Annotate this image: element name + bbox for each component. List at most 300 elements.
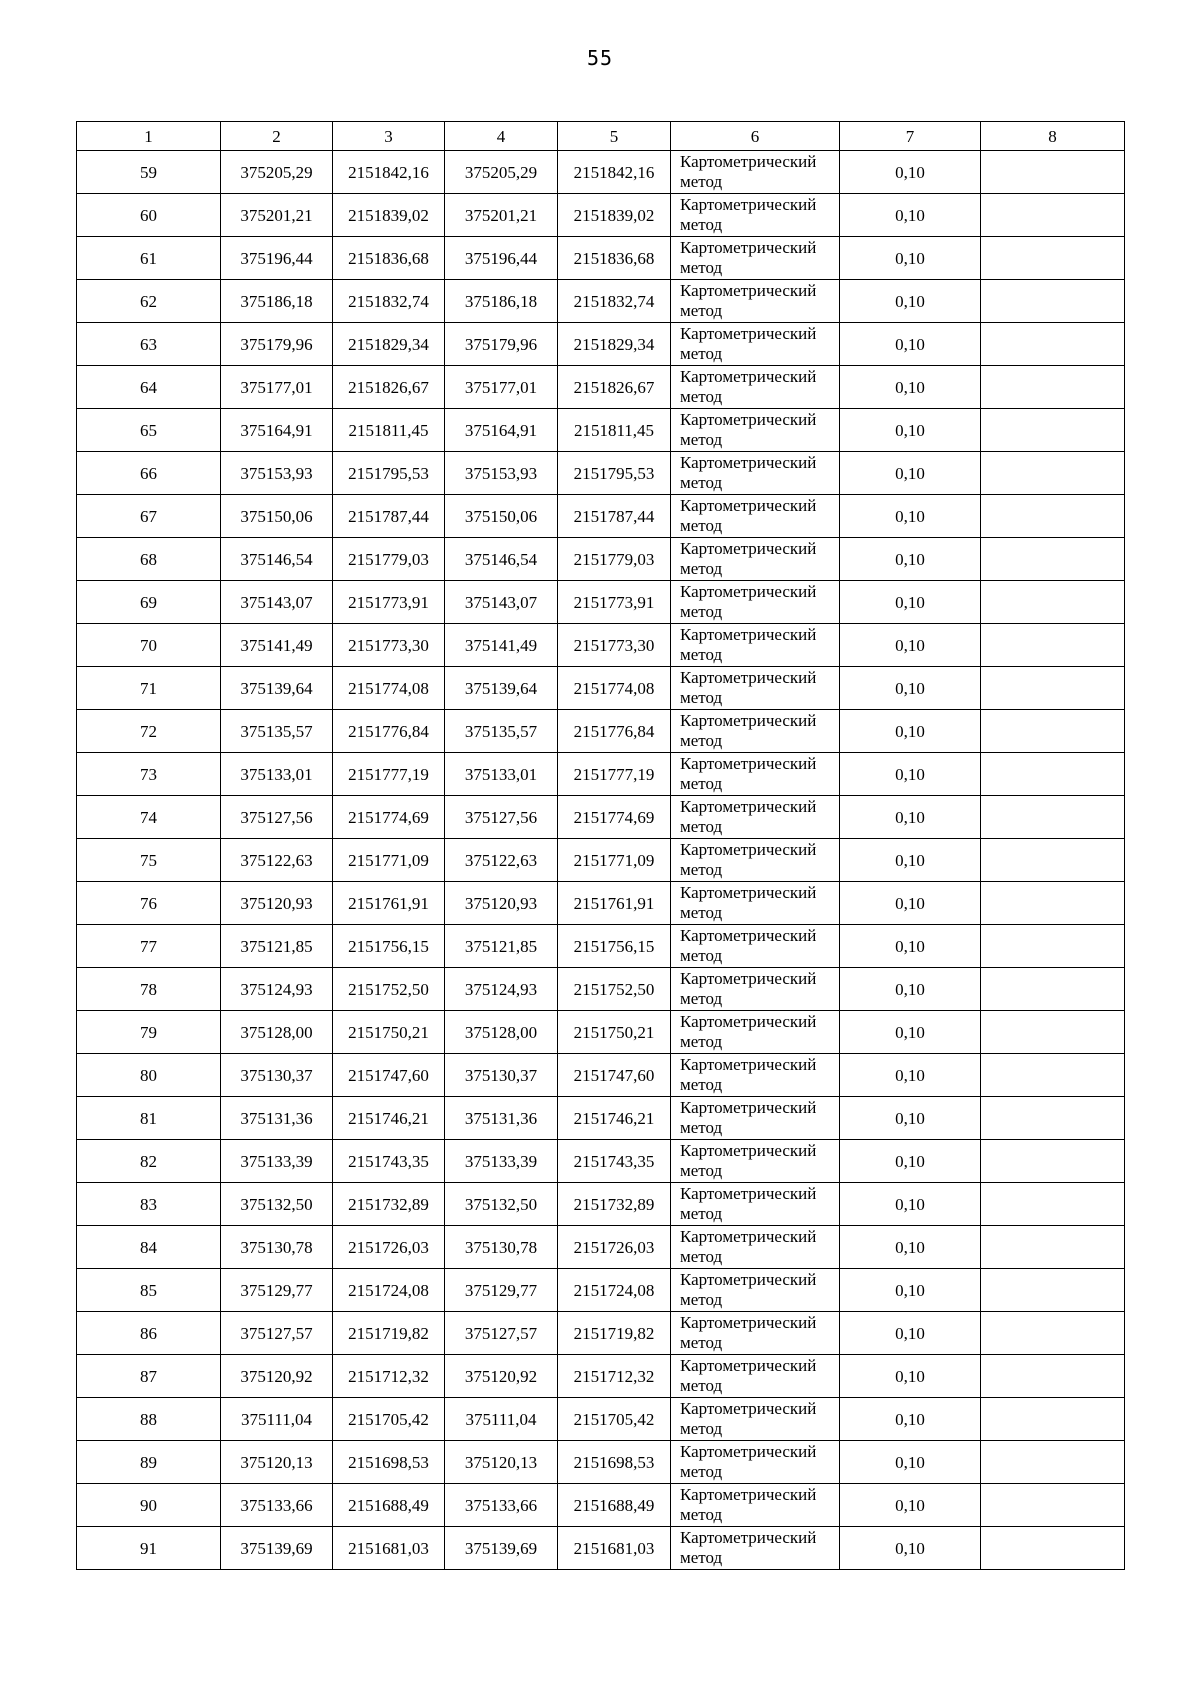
x-coord-cell: 375127,56 — [445, 796, 558, 839]
y-coord-cell: 2151776,84 — [558, 710, 671, 753]
note-cell — [981, 925, 1125, 968]
method-cell: Картометрический метод — [671, 1140, 840, 1183]
table-row — [77, 495, 1125, 538]
x-coord-cell: 375177,01 — [221, 366, 333, 409]
header-cell-7: 7 — [840, 122, 981, 151]
y-coord-cell: 2151773,30 — [558, 624, 671, 667]
table-row — [77, 194, 1125, 237]
table-row — [77, 1269, 1125, 1312]
accuracy-cell: 0,10 — [840, 194, 981, 237]
point-number-cell: 75 — [77, 839, 221, 882]
x-coord-cell: 375135,57 — [445, 710, 558, 753]
point-number-cell: 80 — [77, 1054, 221, 1097]
accuracy-cell: 0,10 — [840, 796, 981, 839]
y-coord-cell: 2151795,53 — [333, 452, 445, 495]
y-coord-cell: 2151773,30 — [333, 624, 445, 667]
point-number-cell: 70 — [77, 624, 221, 667]
x-coord-cell: 375129,77 — [445, 1269, 558, 1312]
note-cell — [981, 237, 1125, 280]
method-cell: Картометрический метод — [671, 710, 840, 753]
x-coord-cell: 375186,18 — [445, 280, 558, 323]
x-coord-cell: 375179,96 — [445, 323, 558, 366]
x-coord-cell: 375132,50 — [445, 1183, 558, 1226]
point-number-cell: 76 — [77, 882, 221, 925]
accuracy-cell: 0,10 — [840, 753, 981, 796]
table-row — [77, 1054, 1125, 1097]
x-coord-cell: 375201,21 — [221, 194, 333, 237]
point-number-cell: 61 — [77, 237, 221, 280]
y-coord-cell: 2151773,91 — [558, 581, 671, 624]
accuracy-cell: 0,10 — [840, 667, 981, 710]
y-coord-cell: 2151761,91 — [558, 882, 671, 925]
y-coord-cell: 2151698,53 — [333, 1441, 445, 1484]
note-cell — [981, 280, 1125, 323]
accuracy-cell: 0,10 — [840, 710, 981, 753]
x-coord-cell: 375130,78 — [445, 1226, 558, 1269]
point-number-cell: 84 — [77, 1226, 221, 1269]
point-number-cell: 63 — [77, 323, 221, 366]
y-coord-cell: 2151839,02 — [558, 194, 671, 237]
method-cell: Картометрический метод — [671, 1011, 840, 1054]
y-coord-cell: 2151688,49 — [558, 1484, 671, 1527]
note-cell — [981, 151, 1125, 194]
y-coord-cell: 2151787,44 — [333, 495, 445, 538]
method-cell: Картометрический метод — [671, 581, 840, 624]
x-coord-cell: 375139,64 — [221, 667, 333, 710]
accuracy-cell: 0,10 — [840, 366, 981, 409]
note-cell — [981, 538, 1125, 581]
point-number-cell: 77 — [77, 925, 221, 968]
y-coord-cell: 2151836,68 — [333, 237, 445, 280]
method-cell: Картометрический метод — [671, 1054, 840, 1097]
x-coord-cell: 375121,85 — [445, 925, 558, 968]
table-row — [77, 1140, 1125, 1183]
point-number-cell: 66 — [77, 452, 221, 495]
x-coord-cell: 375111,04 — [445, 1398, 558, 1441]
y-coord-cell: 2151774,69 — [558, 796, 671, 839]
x-coord-cell: 375120,13 — [221, 1441, 333, 1484]
x-coord-cell: 375146,54 — [221, 538, 333, 581]
table-row — [77, 452, 1125, 495]
accuracy-cell: 0,10 — [840, 1527, 981, 1570]
method-cell: Картометрический метод — [671, 1097, 840, 1140]
note-cell — [981, 1398, 1125, 1441]
method-cell: Картометрический метод — [671, 366, 840, 409]
table-row — [77, 1484, 1125, 1527]
y-coord-cell: 2151705,42 — [333, 1398, 445, 1441]
point-number-cell: 59 — [77, 151, 221, 194]
x-coord-cell: 375177,01 — [445, 366, 558, 409]
y-coord-cell: 2151719,82 — [558, 1312, 671, 1355]
x-coord-cell: 375143,07 — [221, 581, 333, 624]
header-cell-5: 5 — [558, 122, 671, 151]
x-coord-cell: 375120,92 — [445, 1355, 558, 1398]
x-coord-cell: 375127,56 — [221, 796, 333, 839]
y-coord-cell: 2151747,60 — [333, 1054, 445, 1097]
method-cell: Картометрический метод — [671, 968, 840, 1011]
table-row — [77, 409, 1125, 452]
y-coord-cell: 2151774,08 — [558, 667, 671, 710]
y-coord-cell: 2151681,03 — [558, 1527, 671, 1570]
table-row — [77, 925, 1125, 968]
x-coord-cell: 375127,57 — [445, 1312, 558, 1355]
point-number-cell: 85 — [77, 1269, 221, 1312]
method-cell: Картометрический метод — [671, 839, 840, 882]
accuracy-cell: 0,10 — [840, 237, 981, 280]
x-coord-cell: 375127,57 — [221, 1312, 333, 1355]
accuracy-cell: 0,10 — [840, 151, 981, 194]
y-coord-cell: 2151712,32 — [558, 1355, 671, 1398]
y-coord-cell: 2151681,03 — [333, 1527, 445, 1570]
header-cell-6: 6 — [671, 122, 840, 151]
table-row — [77, 624, 1125, 667]
point-number-cell: 72 — [77, 710, 221, 753]
note-cell — [981, 1312, 1125, 1355]
x-coord-cell: 375143,07 — [445, 581, 558, 624]
table-row — [77, 667, 1125, 710]
x-coord-cell: 375164,91 — [221, 409, 333, 452]
point-number-cell: 91 — [77, 1527, 221, 1570]
note-cell — [981, 968, 1125, 1011]
accuracy-cell: 0,10 — [840, 839, 981, 882]
table-row — [77, 237, 1125, 280]
y-coord-cell: 2151756,15 — [333, 925, 445, 968]
point-number-cell: 79 — [77, 1011, 221, 1054]
x-coord-cell: 375122,63 — [221, 839, 333, 882]
accuracy-cell: 0,10 — [840, 452, 981, 495]
note-cell — [981, 323, 1125, 366]
point-number-cell: 68 — [77, 538, 221, 581]
point-number-cell: 71 — [77, 667, 221, 710]
x-coord-cell: 375132,50 — [221, 1183, 333, 1226]
note-cell — [981, 667, 1125, 710]
note-cell — [981, 1011, 1125, 1054]
y-coord-cell: 2151746,21 — [558, 1097, 671, 1140]
y-coord-cell: 2151773,91 — [333, 581, 445, 624]
point-number-cell: 78 — [77, 968, 221, 1011]
x-coord-cell: 375186,18 — [221, 280, 333, 323]
y-coord-cell: 2151746,21 — [333, 1097, 445, 1140]
note-cell — [981, 796, 1125, 839]
y-coord-cell: 2151774,69 — [333, 796, 445, 839]
note-cell — [981, 710, 1125, 753]
accuracy-cell: 0,10 — [840, 409, 981, 452]
table-row — [77, 323, 1125, 366]
accuracy-cell: 0,10 — [840, 1140, 981, 1183]
table-row — [77, 753, 1125, 796]
table-row — [77, 151, 1125, 194]
table-row — [77, 1312, 1125, 1355]
point-number-cell: 74 — [77, 796, 221, 839]
y-coord-cell: 2151811,45 — [558, 409, 671, 452]
point-number-cell: 87 — [77, 1355, 221, 1398]
header-row — [77, 122, 1125, 151]
header-cell-3: 3 — [333, 122, 445, 151]
table-row — [77, 538, 1125, 581]
accuracy-cell: 0,10 — [840, 1183, 981, 1226]
method-cell: Картометрический метод — [671, 1398, 840, 1441]
point-number-cell: 88 — [77, 1398, 221, 1441]
accuracy-cell: 0,10 — [840, 882, 981, 925]
x-coord-cell: 375133,39 — [221, 1140, 333, 1183]
x-coord-cell: 375120,93 — [221, 882, 333, 925]
header-cell-4: 4 — [445, 122, 558, 151]
coordinates-table — [76, 121, 1125, 1570]
x-coord-cell: 375150,06 — [221, 495, 333, 538]
x-coord-cell: 375131,36 — [445, 1097, 558, 1140]
y-coord-cell: 2151761,91 — [333, 882, 445, 925]
accuracy-cell: 0,10 — [840, 925, 981, 968]
note-cell — [981, 1527, 1125, 1570]
method-cell: Картометрический метод — [671, 753, 840, 796]
x-coord-cell: 375153,93 — [221, 452, 333, 495]
method-cell: Картометрический метод — [671, 194, 840, 237]
y-coord-cell: 2151836,68 — [558, 237, 671, 280]
point-number-cell: 82 — [77, 1140, 221, 1183]
y-coord-cell: 2151779,03 — [333, 538, 445, 581]
y-coord-cell: 2151839,02 — [333, 194, 445, 237]
table-row — [77, 882, 1125, 925]
table-row — [77, 1011, 1125, 1054]
table-header — [77, 122, 1125, 151]
note-cell — [981, 452, 1125, 495]
y-coord-cell: 2151832,74 — [333, 280, 445, 323]
y-coord-cell: 2151705,42 — [558, 1398, 671, 1441]
accuracy-cell: 0,10 — [840, 1441, 981, 1484]
method-cell: Картометрический метод — [671, 409, 840, 452]
x-coord-cell: 375121,85 — [221, 925, 333, 968]
note-cell — [981, 409, 1125, 452]
y-coord-cell: 2151724,08 — [333, 1269, 445, 1312]
y-coord-cell: 2151732,89 — [333, 1183, 445, 1226]
x-coord-cell: 375133,39 — [445, 1140, 558, 1183]
x-coord-cell: 375133,01 — [221, 753, 333, 796]
y-coord-cell: 2151795,53 — [558, 452, 671, 495]
accuracy-cell: 0,10 — [840, 1011, 981, 1054]
method-cell: Картометрический метод — [671, 1527, 840, 1570]
note-cell — [981, 1140, 1125, 1183]
table-row — [77, 1183, 1125, 1226]
accuracy-cell: 0,10 — [840, 1269, 981, 1312]
point-number-cell: 60 — [77, 194, 221, 237]
accuracy-cell: 0,10 — [840, 624, 981, 667]
note-cell — [981, 839, 1125, 882]
method-cell: Картометрический метод — [671, 538, 840, 581]
method-cell: Картометрический метод — [671, 452, 840, 495]
y-coord-cell: 2151829,34 — [558, 323, 671, 366]
method-cell: Картометрический метод — [671, 1355, 840, 1398]
point-number-cell: 73 — [77, 753, 221, 796]
x-coord-cell: 375130,37 — [221, 1054, 333, 1097]
method-cell: Картометрический метод — [671, 667, 840, 710]
point-number-cell: 65 — [77, 409, 221, 452]
accuracy-cell: 0,10 — [840, 323, 981, 366]
table-row — [77, 710, 1125, 753]
note-cell — [981, 1355, 1125, 1398]
x-coord-cell: 375130,37 — [445, 1054, 558, 1097]
table-row — [77, 796, 1125, 839]
x-coord-cell: 375131,36 — [221, 1097, 333, 1140]
point-number-cell: 67 — [77, 495, 221, 538]
note-cell — [981, 1097, 1125, 1140]
x-coord-cell: 375164,91 — [445, 409, 558, 452]
method-cell: Картометрический метод — [671, 151, 840, 194]
method-cell: Картометрический метод — [671, 882, 840, 925]
y-coord-cell: 2151726,03 — [333, 1226, 445, 1269]
note-cell — [981, 882, 1125, 925]
header-cell-1: 1 — [77, 122, 221, 151]
note-cell — [981, 581, 1125, 624]
y-coord-cell: 2151688,49 — [333, 1484, 445, 1527]
x-coord-cell: 375196,44 — [221, 237, 333, 280]
accuracy-cell: 0,10 — [840, 1355, 981, 1398]
y-coord-cell: 2151756,15 — [558, 925, 671, 968]
x-coord-cell: 375111,04 — [221, 1398, 333, 1441]
accuracy-cell: 0,10 — [840, 1312, 981, 1355]
page-number: 55 — [586, 46, 614, 70]
x-coord-cell: 375120,93 — [445, 882, 558, 925]
method-cell: Картометрический метод — [671, 1183, 840, 1226]
note-cell — [981, 624, 1125, 667]
x-coord-cell: 375133,01 — [445, 753, 558, 796]
accuracy-cell: 0,10 — [840, 1097, 981, 1140]
x-coord-cell: 375201,21 — [445, 194, 558, 237]
x-coord-cell: 375150,06 — [445, 495, 558, 538]
x-coord-cell: 375133,66 — [221, 1484, 333, 1527]
table-row — [77, 280, 1125, 323]
table-row — [77, 366, 1125, 409]
x-coord-cell: 375205,29 — [445, 151, 558, 194]
x-coord-cell: 375133,66 — [445, 1484, 558, 1527]
point-number-cell: 86 — [77, 1312, 221, 1355]
x-coord-cell: 375129,77 — [221, 1269, 333, 1312]
table-row — [77, 1097, 1125, 1140]
method-cell: Картометрический метод — [671, 1484, 840, 1527]
point-number-cell: 81 — [77, 1097, 221, 1140]
y-coord-cell: 2151776,84 — [333, 710, 445, 753]
y-coord-cell: 2151842,16 — [558, 151, 671, 194]
note-cell — [981, 194, 1125, 237]
note-cell — [981, 366, 1125, 409]
point-number-cell: 62 — [77, 280, 221, 323]
accuracy-cell: 0,10 — [840, 1398, 981, 1441]
point-number-cell: 64 — [77, 366, 221, 409]
accuracy-cell: 0,10 — [840, 1054, 981, 1097]
y-coord-cell: 2151779,03 — [558, 538, 671, 581]
x-coord-cell: 375120,92 — [221, 1355, 333, 1398]
y-coord-cell: 2151743,35 — [333, 1140, 445, 1183]
method-cell: Картометрический метод — [671, 1312, 840, 1355]
x-coord-cell: 375141,49 — [221, 624, 333, 667]
table-row — [77, 581, 1125, 624]
note-cell — [981, 1441, 1125, 1484]
x-coord-cell: 375205,29 — [221, 151, 333, 194]
y-coord-cell: 2151719,82 — [333, 1312, 445, 1355]
x-coord-cell: 375141,49 — [445, 624, 558, 667]
y-coord-cell: 2151842,16 — [333, 151, 445, 194]
x-coord-cell: 375124,93 — [445, 968, 558, 1011]
method-cell: Картометрический метод — [671, 323, 840, 366]
y-coord-cell: 2151752,50 — [333, 968, 445, 1011]
y-coord-cell: 2151811,45 — [333, 409, 445, 452]
y-coord-cell: 2151771,09 — [558, 839, 671, 882]
x-coord-cell: 375139,69 — [445, 1527, 558, 1570]
method-cell: Картометрический метод — [671, 925, 840, 968]
table-row — [77, 1398, 1125, 1441]
table-row — [77, 1226, 1125, 1269]
x-coord-cell: 375128,00 — [221, 1011, 333, 1054]
note-cell — [981, 1269, 1125, 1312]
y-coord-cell: 2151726,03 — [558, 1226, 671, 1269]
method-cell: Картометрический метод — [671, 495, 840, 538]
y-coord-cell: 2151747,60 — [558, 1054, 671, 1097]
accuracy-cell: 0,10 — [840, 1226, 981, 1269]
point-number-cell: 83 — [77, 1183, 221, 1226]
y-coord-cell: 2151698,53 — [558, 1441, 671, 1484]
y-coord-cell: 2151771,09 — [333, 839, 445, 882]
x-coord-cell: 375179,96 — [221, 323, 333, 366]
y-coord-cell: 2151787,44 — [558, 495, 671, 538]
x-coord-cell: 375139,69 — [221, 1527, 333, 1570]
header-cell-2: 2 — [221, 122, 333, 151]
point-number-cell: 69 — [77, 581, 221, 624]
y-coord-cell: 2151829,34 — [333, 323, 445, 366]
x-coord-cell: 375120,13 — [445, 1441, 558, 1484]
y-coord-cell: 2151732,89 — [558, 1183, 671, 1226]
accuracy-cell: 0,10 — [840, 1484, 981, 1527]
note-cell — [981, 1183, 1125, 1226]
table-row — [77, 839, 1125, 882]
y-coord-cell: 2151750,21 — [558, 1011, 671, 1054]
x-coord-cell: 375128,00 — [445, 1011, 558, 1054]
method-cell: Картометрический метод — [671, 1226, 840, 1269]
note-cell — [981, 495, 1125, 538]
y-coord-cell: 2151724,08 — [558, 1269, 671, 1312]
y-coord-cell: 2151743,35 — [558, 1140, 671, 1183]
point-number-cell: 89 — [77, 1441, 221, 1484]
y-coord-cell: 2151826,67 — [333, 366, 445, 409]
x-coord-cell: 375146,54 — [445, 538, 558, 581]
accuracy-cell: 0,10 — [840, 581, 981, 624]
method-cell: Картометрический метод — [671, 1269, 840, 1312]
table-row — [77, 1355, 1125, 1398]
table-body — [77, 151, 1125, 1570]
y-coord-cell: 2151832,74 — [558, 280, 671, 323]
y-coord-cell: 2151712,32 — [333, 1355, 445, 1398]
accuracy-cell: 0,10 — [840, 538, 981, 581]
y-coord-cell: 2151777,19 — [333, 753, 445, 796]
note-cell — [981, 1226, 1125, 1269]
y-coord-cell: 2151774,08 — [333, 667, 445, 710]
method-cell: Картометрический метод — [671, 624, 840, 667]
y-coord-cell: 2151777,19 — [558, 753, 671, 796]
x-coord-cell: 375135,57 — [221, 710, 333, 753]
accuracy-cell: 0,10 — [840, 968, 981, 1011]
method-cell: Картометрический метод — [671, 280, 840, 323]
y-coord-cell: 2151750,21 — [333, 1011, 445, 1054]
method-cell: Картометрический метод — [671, 1441, 840, 1484]
x-coord-cell: 375122,63 — [445, 839, 558, 882]
table-row — [77, 1527, 1125, 1570]
x-coord-cell: 375124,93 — [221, 968, 333, 1011]
table-row — [77, 1441, 1125, 1484]
x-coord-cell: 375196,44 — [445, 237, 558, 280]
y-coord-cell: 2151752,50 — [558, 968, 671, 1011]
x-coord-cell: 375139,64 — [445, 667, 558, 710]
method-cell: Картометрический метод — [671, 237, 840, 280]
note-cell — [981, 1484, 1125, 1527]
y-coord-cell: 2151826,67 — [558, 366, 671, 409]
